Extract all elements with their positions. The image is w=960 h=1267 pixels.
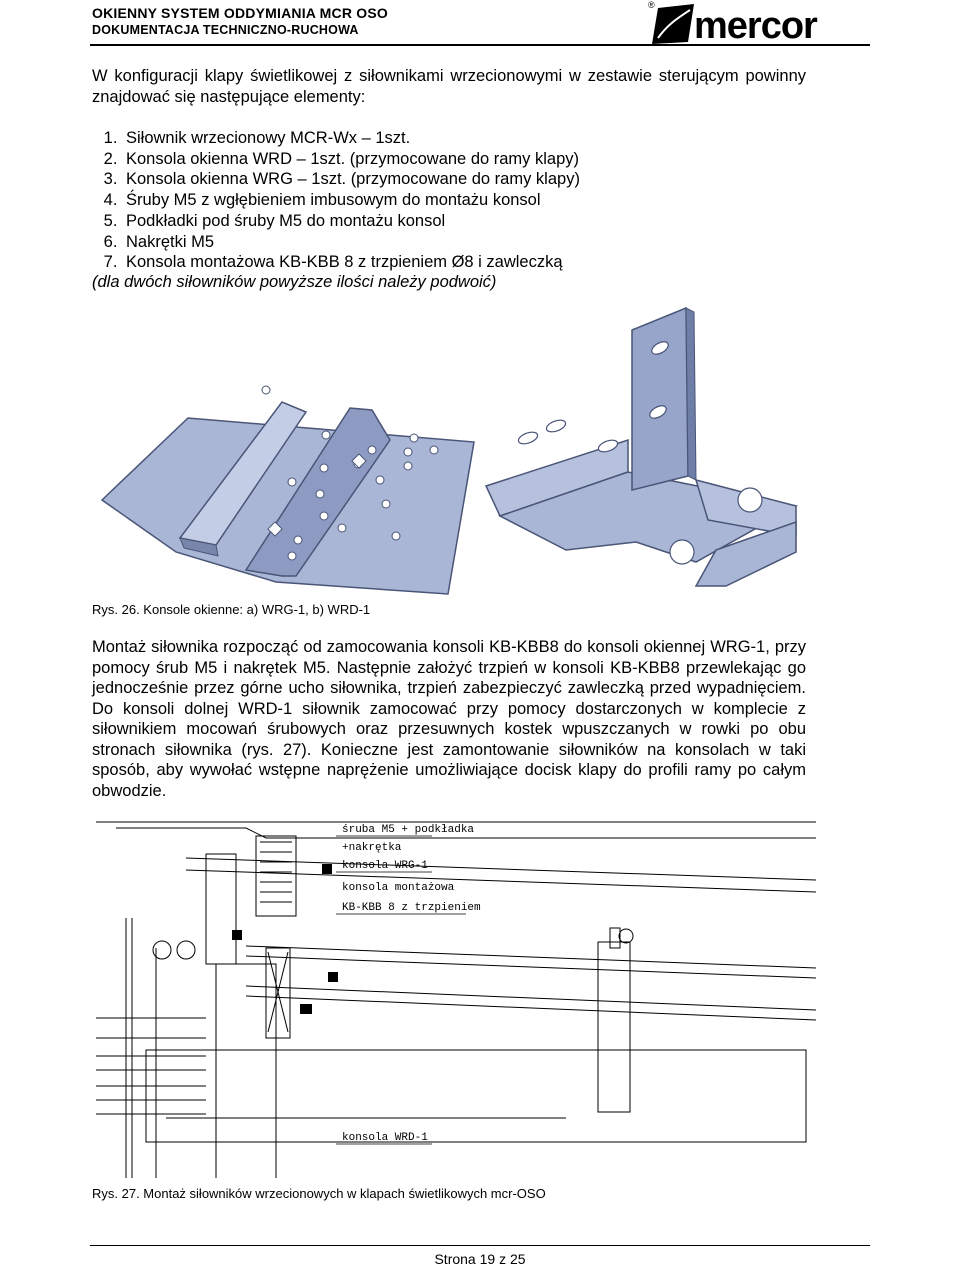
page-number: Strona 19 z 25 [434, 1251, 526, 1267]
figure-27-caption: Rys. 27. Montaż siłowników wrzecionowych w klapach świetlikowych mcr-OSO [92, 1186, 546, 1201]
header-title-line2: DOKUMENTACJA TECHNICZNO-RUCHOWA [92, 23, 359, 37]
logo-text: mercor [694, 5, 817, 47]
label-mounting-bracket: konsola montażowa [342, 882, 455, 894]
list-item: 6. Nakrętki M5 [122, 232, 580, 253]
label-screw: śruba M5 + podkładka [342, 824, 475, 836]
bracket-wrg-drawing [102, 386, 474, 594]
intro-paragraph: W konfiguracji klapy świetlikowej z siłownikami wrzecionowymi w zestawie sterującym powinny znajdować się następujące elementy: [92, 67, 806, 106]
header-divider [90, 44, 870, 46]
list-item: 4. Śruby M5 z wgłębieniem imbusowym do montażu konsol [122, 190, 580, 211]
label-kbb8: KB-KBB 8 z trzpieniem [342, 902, 481, 914]
logo-registered-mark: ® [648, 0, 655, 10]
bracket-illustration [96, 290, 816, 600]
quantity-note: (dla dwóch siłowników powyższe ilości należy podwoić) [92, 273, 497, 291]
label-wrg-bracket: konsola WRG-1 [342, 860, 428, 872]
assembly-instructions-paragraph: Montaż siłownika rozpocząć od zamocowania konsoli KB-KBB8 do konsoli okiennej WRG-1, przy pomocy śrub M5 i nakrętek M5. Następnie założyć trzpień w konsoli KB-KBB8 przewlekając go jednocześnie przez górne ucho siłownika, trzpień zabezpieczyć zawleczką przed wypadnięciem. Do konsoli dolnej WRD-1 siłownik zamocować przy pomocy dostarczonych w komplecie z siłownikiem mocowań śrubowych oraz przesuwnych kostek wpuszczanych w rowki po obu stronach siłownika (rys. 27). Konieczne jest zamontowanie siłowników na konsolach w taki sposób, aby wywołać wstępne naprężenie umożliwiające docisk klapy do profili ramy po całym obwodzie. [92, 638, 806, 800]
footer-divider [90, 1245, 870, 1246]
header-title-line1: OKIENNY SYSTEM ODDYMIANIA MCR OSO [92, 5, 388, 21]
label-wrd-bracket: konsola WRD-1 [342, 1132, 428, 1144]
label-nut: +nakrętka [342, 842, 402, 854]
assembly-technical-drawing [96, 818, 816, 1178]
bracket-wrd-drawing [486, 308, 796, 586]
document-header-title [92, 4, 388, 38]
list-item: 5. Podkładki pod śruby M5 do montażu konsol [122, 211, 580, 232]
figure-26-caption: Rys. 26. Konsole okienne: a) WRG-1, b) WRD-1 [92, 602, 371, 617]
list-item: 1. Siłownik wrzecionowy MCR-Wx – 1szt. [122, 128, 580, 149]
components-list [92, 128, 580, 273]
list-item: 7. Konsola montażowa KB-KBB 8 z trzpieniem Ø8 i zawleczką [122, 252, 580, 273]
list-item: 2. Konsola okienna WRD – 1szt. (przymocowane do ramy klapy) [122, 149, 580, 170]
list-item: 3. Konsola okienna WRG – 1szt. (przymocowane do ramy klapy) [122, 169, 580, 190]
